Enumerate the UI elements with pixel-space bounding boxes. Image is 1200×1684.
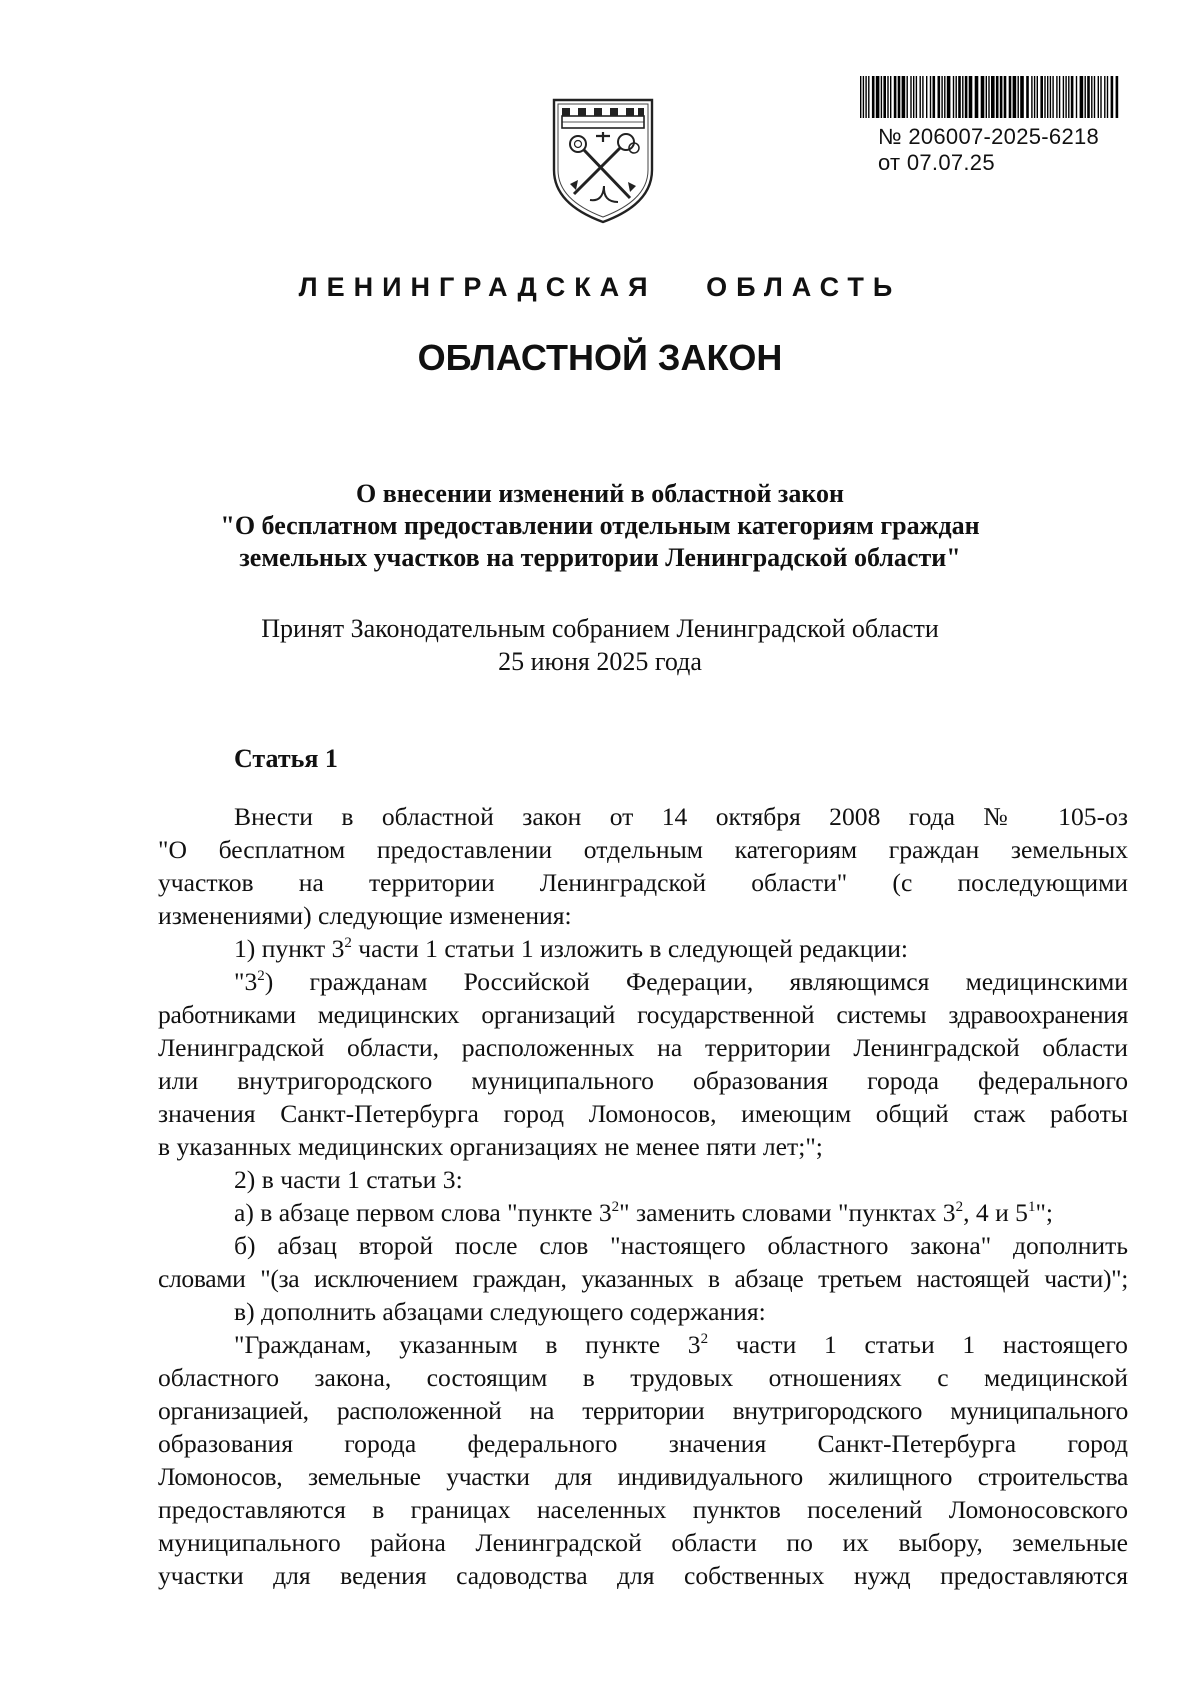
document-date: от 07.07.25 xyxy=(878,150,995,175)
body-line: в) дополнить абзацами следующего содержания: xyxy=(234,1297,766,1326)
law-title-line: О внесении изменений в областной закон xyxy=(355,479,845,508)
law-title-line: "О бесплатном предоставлении отдельным категориям граждан xyxy=(220,511,980,540)
body-line: б) абзац второй после слов "настоящего областного закона" дополнить xyxy=(234,1231,1128,1260)
body-line: или внутригородского муниципального образования города федерального xyxy=(158,1066,1128,1095)
body-line: участки для ведения садоводства для собственных нужд предоставляются xyxy=(158,1561,1128,1590)
body-line: образования города федерального значения Санкт-Петербурга город xyxy=(158,1429,1128,1458)
law-title xyxy=(150,478,1050,574)
barcode xyxy=(858,76,1120,118)
body-line: в указанных медицинских организациях не менее пяти лет;"; xyxy=(158,1132,823,1161)
body-line: "О бесплатном предоставлении отдельным категориям граждан земельных xyxy=(158,835,1128,864)
coat-of-arms-emblem xyxy=(548,86,658,226)
body-line: участков на территории Ленинградской области" (с последующими xyxy=(158,868,1128,897)
law-title-line: земельных участков на территории Ленинградской области" xyxy=(239,543,961,572)
body-line: областного закона, состоящим в трудовых отношениях с медицинской xyxy=(158,1363,1128,1392)
body-line: а) в абзаце первом слова "пункте $3^2$" заменить словами "пунктах $3^2$, 4 и $5^1$"; xyxy=(234,1198,1054,1227)
body-line: Ленинградской области, расположенных на территории Ленинградской области xyxy=(158,1033,1128,1062)
body-line: словами "(за исключением граждан, указанных в абзаце третьем настоящей части)"; xyxy=(158,1264,1128,1293)
article-heading: Статья 1 xyxy=(234,744,338,773)
law-type-heading: ОБЛАСТНОЙ ЗАКОН xyxy=(417,337,783,378)
adoption-line: Принят Законодательным собранием Ленинградской области xyxy=(261,614,939,643)
body-line: муниципального района Ленинградской области по их выбору, земельные xyxy=(158,1528,1128,1557)
body-line: организацией, расположенной на территории внутригородского муниципального xyxy=(158,1396,1128,1425)
adoption-note xyxy=(150,612,1050,678)
body-line: предоставляются в границах населенных пунктов поселений Ломоносовского xyxy=(158,1495,1128,1524)
body-line: "Гражданам, указанным в пункте $3^2$ части 1 статьи 1 настоящего xyxy=(234,1330,1128,1359)
body-line: 1) пункт $3^2$ части 1 статьи 1 изложить в следующей редакции: xyxy=(234,934,909,963)
adoption-date: 25 июня 2025 года xyxy=(498,647,702,676)
region-name: ЛЕНИНГРАДСКАЯ ОБЛАСТЬ xyxy=(298,272,902,302)
body-line: 2) в части 1 статьи 3: xyxy=(234,1165,463,1194)
document-number: № 206007-2025-6218 xyxy=(878,124,1100,149)
body-line: работниками медицинских организаций государственной системы здравоохранения xyxy=(158,1000,1128,1029)
body-line: Внести в областной закон от 14 октября 2008 года № 105-оз xyxy=(234,802,1128,831)
body-line: "$3^2$) гражданам Российской Федерации, являющимся медицинскими xyxy=(234,967,1128,996)
article-body xyxy=(158,800,1128,1592)
body-line: изменениями) следующие изменения: xyxy=(158,901,572,930)
body-line: значения Санкт-Петербурга город Ломоносов, имеющим общий стаж работы xyxy=(158,1099,1128,1128)
body-line: Ломоносов, земельные участки для индивидуального жилищного строительства xyxy=(158,1462,1128,1491)
